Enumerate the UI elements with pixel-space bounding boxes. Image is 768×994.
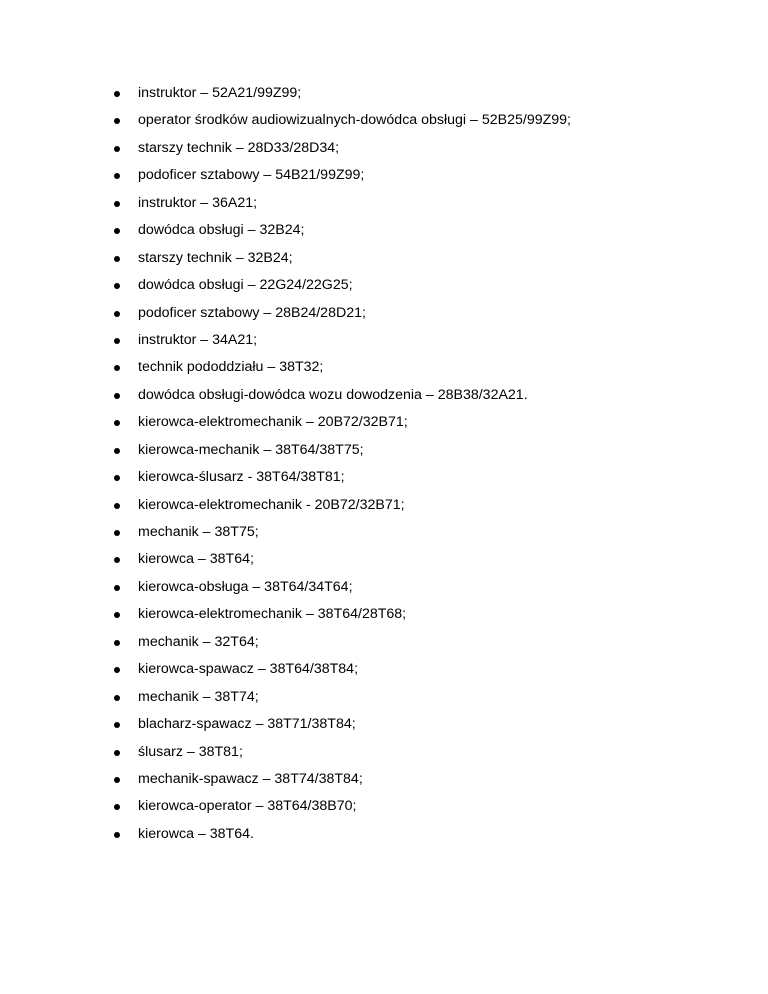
list-item-text: kierowca-mechanik – 38T64/38T75; bbox=[138, 441, 364, 458]
list-item-text: kierowca-elektromechanik - 20B72/32B71; bbox=[138, 496, 405, 513]
list-item-text: kierowca-spawacz – 38T64/38T84; bbox=[138, 661, 359, 678]
bullet-icon bbox=[114, 667, 120, 673]
list-item-text: kierowca-elektromechanik – 38T64/28T68; bbox=[138, 606, 407, 623]
list-item-text: kierowca-obsługa – 38T64/34T64; bbox=[138, 578, 353, 595]
bullet-icon bbox=[114, 503, 120, 509]
list-item-text: starszy technik – 32B24; bbox=[138, 249, 293, 266]
bullet-icon bbox=[114, 201, 120, 207]
bullet-icon bbox=[114, 530, 120, 536]
bullet-icon bbox=[114, 448, 120, 454]
list-item-text: mechanik – 38T74; bbox=[138, 688, 259, 705]
list-item-text: podoficer sztabowy – 54B21/99Z99; bbox=[138, 167, 365, 184]
list-item-text: kierowca – 38T64. bbox=[138, 825, 254, 842]
list-item-text: dowódca obsługi – 32B24; bbox=[138, 222, 305, 239]
bullet-icon bbox=[114, 777, 120, 783]
bullet-icon bbox=[114, 695, 120, 701]
bullet-icon bbox=[114, 173, 120, 179]
bullet-icon bbox=[114, 256, 120, 262]
bullet-icon bbox=[114, 365, 120, 371]
list-item-text: podoficer sztabowy – 28B24/28D21; bbox=[138, 304, 366, 321]
bullet-icon bbox=[114, 832, 120, 838]
list-item-text: kierowca-elektromechanik – 20B72/32B71; bbox=[138, 414, 408, 431]
bullet-icon bbox=[114, 420, 120, 426]
bullet-icon bbox=[114, 311, 120, 317]
bullet-icon bbox=[114, 750, 120, 756]
bullet-icon bbox=[114, 118, 120, 124]
bullet-icon bbox=[114, 283, 120, 289]
list-item-text: instruktor – 34A21; bbox=[138, 331, 258, 348]
list-item-text: mechanik – 38T75; bbox=[138, 524, 259, 540]
list-item-text: starszy technik – 28D33/28D34; bbox=[138, 139, 340, 156]
list-item-text: blacharz-spawacz – 38T71/38T84; bbox=[138, 716, 356, 733]
list-item-text: kierowca-ślusarz - 38T64/38T81; bbox=[138, 469, 345, 486]
bullet-icon bbox=[114, 475, 120, 481]
bullet-icon bbox=[114, 91, 120, 97]
list-item-text: kierowca-operator – 38T64/38B70; bbox=[138, 798, 357, 815]
bullet-icon bbox=[114, 557, 120, 563]
list-item-text: ślusarz – 38T81; bbox=[138, 743, 243, 760]
bullet-icon bbox=[114, 228, 120, 234]
list-item-text: dowódca obsługi-dowódca wozu dowodzenia – 28B38/32A21. bbox=[138, 386, 528, 403]
list-item-text: operator środków audiowizualnych-dowódca obsługi – 52B25/99Z99; bbox=[138, 112, 571, 129]
list-item-text: instruktor – 52A21/99Z99; bbox=[138, 85, 302, 101]
bullet-icon bbox=[114, 612, 120, 618]
list-item-text: kierowca – 38T64; bbox=[138, 551, 254, 568]
list-item-text: instruktor – 36A21; bbox=[138, 194, 258, 211]
bullet-icon bbox=[114, 146, 120, 152]
list-item-text: dowódca obsługi – 22G24/22G25; bbox=[138, 277, 353, 294]
bullet-icon bbox=[114, 804, 120, 810]
bullet-icon bbox=[114, 585, 120, 591]
bullet-icon bbox=[114, 393, 120, 399]
bullet-icon bbox=[114, 722, 120, 728]
list-item-text: mechanik – 32T64; bbox=[138, 633, 259, 650]
list-item-text: technik pododdziału – 38T32; bbox=[138, 359, 324, 376]
bullet-icon bbox=[114, 640, 120, 646]
list-item-text: mechanik-spawacz – 38T74/38T84; bbox=[138, 770, 363, 787]
bullet-icon bbox=[114, 338, 120, 344]
